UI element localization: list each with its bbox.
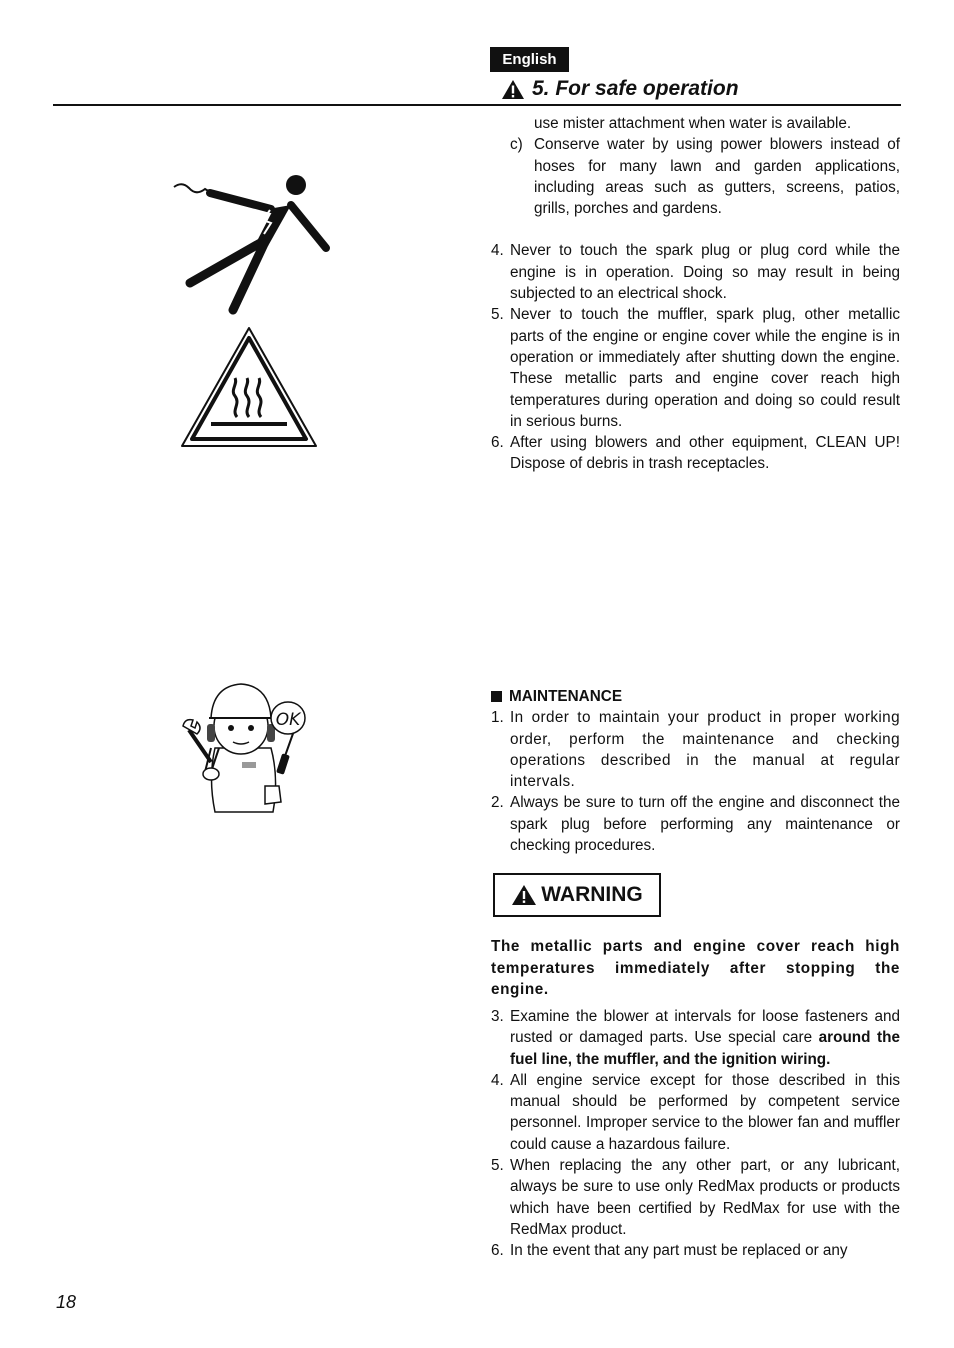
maintenance-heading: MAINTENANCE	[491, 686, 900, 707]
list-item: 2. Always be sure to turn off the engine and disconnect the spark plug before performing any maintenance or checking procedures.	[491, 794, 900, 855]
upper-text-column	[491, 113, 900, 475]
list-item: 5. When replacing the any other part, or any lubricant, always be sure to use only RedMax products or products which have been certified by RedMax for use with the RedMax product.	[491, 1157, 900, 1238]
hot-surface-warning-icon	[178, 324, 320, 452]
list-item: 3. Examine the blower at intervals for loose fasteners and rusted or damaged parts. Use special care around the fuel line, the muffler, and the ignition wiring.	[491, 1008, 900, 1068]
list-item: 4. All engine service except for those described in this manual should be performed by competent service personnel. Improper service to the blower fan and muffler could cause a hazardous failure.	[491, 1071, 900, 1153]
section-title-text: 5. For safe operation	[532, 77, 739, 100]
maintenance-list-continued	[491, 1006, 900, 1262]
continuation-text: use mister attachment when water is available.	[534, 115, 852, 132]
list-item: 1. In order to maintain your product in proper working order, perform the maintenance and checking operations described in the manual at regular intervals.	[491, 709, 900, 791]
page-number: 18	[56, 1292, 77, 1312]
warning-triangle-icon	[511, 884, 537, 906]
list-item: 6. After using blowers and other equipment, CLEAN UP! Dispose of debris in trash receptacles.	[491, 434, 900, 473]
list-item: 5. Never to touch the muffler, spark plug, other metallic parts of the engine or engine cover while the engine is in operation or immediately after shutting down the engine. These metallic parts and engine cover reach high temperatures during operation and doing so could result in serious burns.	[491, 306, 900, 430]
list-item-c: c) Conserve water by using power blowers instead of hoses for many lawn and garden applications, including areas such as gutters, screens, patios, grills, porches and gardens.	[510, 136, 900, 218]
ok-text: OK	[275, 710, 301, 730]
electric-shock-icon	[170, 172, 332, 318]
warning-label: WARNING	[541, 883, 643, 906]
list-item: 4. Never to touch the spark plug or plug cord while the engine is in operation. Doing so may result in being subjected to an electrical shock.	[491, 242, 900, 303]
square-bullet-icon	[491, 691, 502, 702]
maintenance-section	[491, 686, 900, 856]
warning-text: The metallic parts and engine cover reach high temperatures immediately after stopping the engine.	[491, 938, 900, 998]
header-rule	[53, 104, 901, 106]
warning-box	[493, 873, 661, 917]
language-tab: English	[490, 47, 569, 72]
section-title	[501, 75, 739, 103]
warning-triangle-icon	[501, 79, 525, 100]
list-item: 6. In the event that any part must be replaced or any	[491, 1242, 848, 1260]
mechanic-ok-icon	[175, 676, 311, 816]
